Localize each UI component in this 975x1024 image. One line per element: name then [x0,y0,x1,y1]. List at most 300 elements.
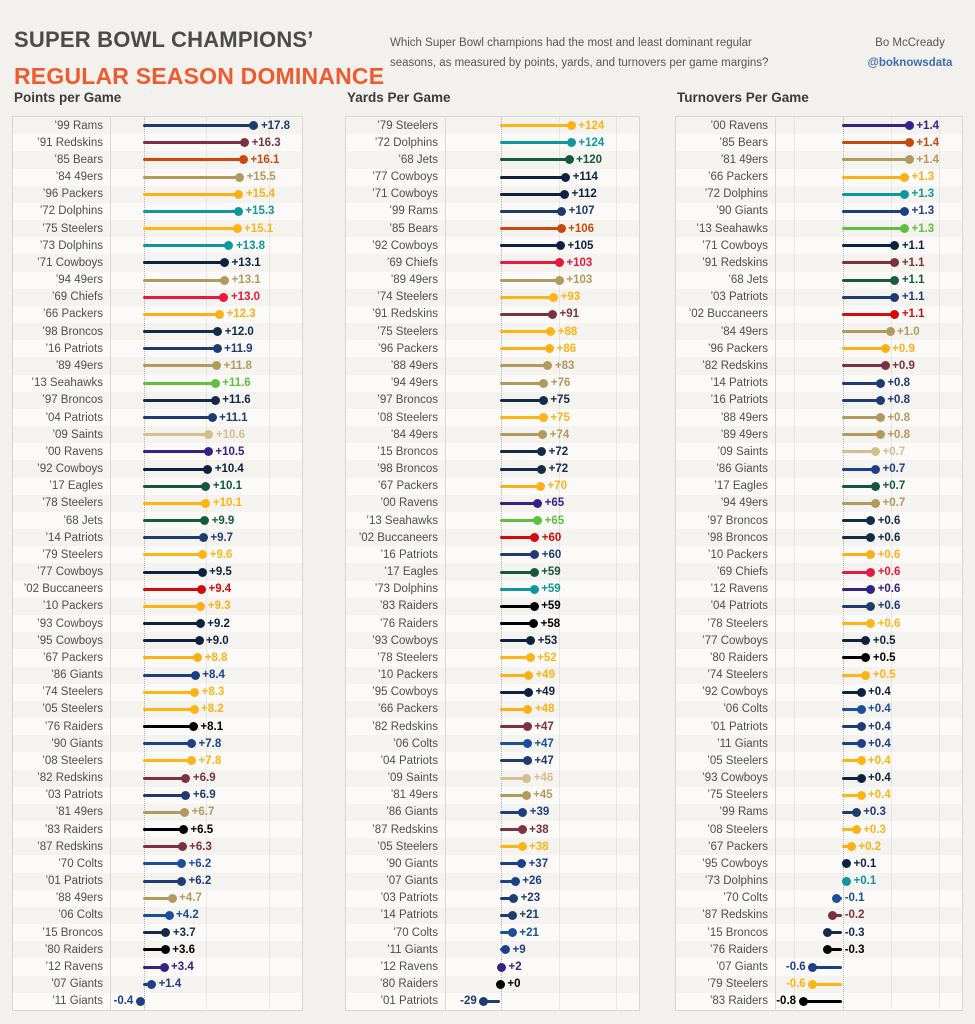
lollipop-dot[interactable] [905,155,914,164]
lollipop-dot[interactable] [905,121,914,130]
lollipop-plot [776,993,962,1010]
lollipop-plot [446,958,639,975]
lollipop-line [500,193,564,196]
lollipop-dot[interactable] [539,379,548,388]
lollipop-dot[interactable] [900,190,909,199]
lollipop-dot[interactable] [187,756,196,765]
lollipop-line [842,399,881,402]
lollipop-dot[interactable] [545,344,554,353]
value-label: +3.7 [172,926,196,939]
chart-row [676,855,962,872]
lollipop-dot[interactable] [567,138,576,147]
value-label: +6.9 [192,789,216,802]
value-label: -0.2 [844,909,865,922]
chart-row [13,804,302,821]
lollipop-dot[interactable] [189,722,198,731]
value-label: +10.5 [215,445,245,458]
lollipop-dot[interactable] [890,310,899,319]
description [390,34,830,73]
lollipop-dot[interactable] [900,224,909,233]
chart-row [346,855,639,872]
lollipop-dot[interactable] [518,842,527,851]
lollipop-line [842,330,890,333]
chart-row [13,649,302,666]
lollipop-dot[interactable] [523,739,532,748]
lollipop-dot[interactable] [211,379,220,388]
lollipop-dot[interactable] [523,705,532,714]
lollipop-dot[interactable] [201,482,210,491]
team-label: ’87 Redskins [676,907,776,924]
lollipop-dot[interactable] [201,499,210,508]
lollipop-dot[interactable] [211,396,220,405]
chart-row [346,409,639,426]
lollipop-dot[interactable] [479,997,488,1006]
lollipop-dot[interactable] [160,963,169,972]
chart-row [676,684,962,701]
lollipop-plot [446,907,639,924]
lollipop-dot[interactable] [539,396,548,405]
lollipop-dot[interactable] [900,207,909,216]
lollipop-dot[interactable] [526,636,535,645]
value-label: +6.7 [191,806,215,819]
lollipop-dot[interactable] [823,945,832,954]
value-label: -0.3 [844,926,865,939]
lollipop-dot[interactable] [847,842,856,851]
lollipop-dot[interactable] [522,791,531,800]
lollipop-dot[interactable] [866,585,875,594]
lollipop-dot[interactable] [529,619,538,628]
value-label: +8.1 [200,720,224,733]
lollipop-plot [776,220,962,237]
lollipop-dot[interactable] [220,276,229,285]
lollipop-dot[interactable] [881,344,890,353]
lollipop-dot[interactable] [197,585,206,594]
rows-layer [346,117,639,1010]
lollipop-dot[interactable] [239,155,248,164]
lollipop-plot [111,392,302,409]
lollipop-dot[interactable] [565,155,574,164]
team-label: ’83 Raiders [346,598,446,615]
lollipop-dot[interactable] [876,396,885,405]
lollipop-dot[interactable] [190,688,199,697]
team-label: ’04 Patriots [346,752,446,769]
lollipop-dot[interactable] [538,430,547,439]
lollipop-dot[interactable] [180,808,189,817]
chart-row [676,787,962,804]
lollipop-dot[interactable] [871,499,880,508]
lollipop-plot [111,701,302,718]
lollipop-dot[interactable] [530,533,539,542]
lollipop-dot[interactable] [881,361,890,370]
value-label: +48 [534,703,555,716]
lollipop-dot[interactable] [533,516,542,525]
chart-row [346,340,639,357]
lollipop-dot[interactable] [530,550,539,559]
lollipop-line [143,880,182,883]
lollipop-dot[interactable] [842,877,851,886]
lollipop-dot[interactable] [861,653,870,662]
lollipop-dot[interactable] [203,465,212,474]
value-label: +0.9 [892,359,915,372]
lollipop-dot[interactable] [890,293,899,302]
lollipop-dot[interactable] [557,224,566,233]
team-label: ’69 Chiefs [13,289,111,306]
lollipop-dot[interactable] [871,447,880,456]
team-label: ’81 49ers [13,804,111,821]
lollipop-dot[interactable] [842,859,851,868]
lollipop-dot[interactable] [852,808,861,817]
lollipop-dot[interactable] [533,499,542,508]
lollipop-line [143,845,182,848]
lollipop-dot[interactable] [196,602,205,611]
lollipop-dot[interactable] [187,739,196,748]
lollipop-dot[interactable] [501,945,510,954]
value-label: +106 [568,222,595,235]
lollipop-dot[interactable] [857,756,866,765]
lollipop-dot[interactable] [178,842,187,851]
lollipop-dot[interactable] [208,413,217,422]
lollipop-dot[interactable] [193,653,202,662]
chart-row [13,460,302,477]
value-label: +26 [522,875,542,888]
chart-row [13,478,302,495]
lollipop-dot[interactable] [224,241,233,250]
chart-row [13,357,302,374]
lollipop-dot[interactable] [871,482,880,491]
lollipop-plot [446,701,639,718]
lollipop-dot[interactable] [177,877,186,886]
chart-row [13,941,302,958]
lollipop-dot[interactable] [536,482,545,491]
lollipop-line [500,468,541,471]
lollipop-dot[interactable] [496,980,505,989]
lollipop-dot[interactable] [509,894,518,903]
team-label: ’12 Ravens [346,958,446,975]
lollipop-dot[interactable] [900,173,909,182]
value-label: +93 [560,291,581,304]
lollipop-dot[interactable] [524,688,533,697]
value-label: +1.1 [901,256,925,269]
lollipop-dot[interactable] [204,447,213,456]
chart-row [13,770,302,787]
lollipop-plot [111,546,302,563]
lollipop-plot [776,409,962,426]
lollipop-dot[interactable] [198,550,207,559]
lollipop-plot [111,237,302,254]
lollipop-dot[interactable] [235,173,244,182]
lollipop-plot [776,272,962,289]
value-label: +8.8 [204,651,228,664]
team-label: ’66 Packers [676,169,776,186]
lollipop-line [500,399,543,402]
chart-row [13,598,302,615]
lollipop-plot [111,667,302,684]
lollipop-dot[interactable] [204,430,213,439]
lollipop-plot [111,649,302,666]
lollipop-dot[interactable] [808,980,817,989]
lollipop-dot[interactable] [161,928,170,937]
lollipop-dot[interactable] [876,430,885,439]
chart-row [346,254,639,271]
lollipop-dot[interactable] [179,825,188,834]
lollipop-dot[interactable] [832,894,841,903]
lollipop-dot[interactable] [198,568,207,577]
lollipop-plot [776,169,962,186]
lollipop-dot[interactable] [828,911,837,920]
lollipop-dot[interactable] [220,258,229,267]
lollipop-dot[interactable] [165,911,174,920]
lollipop-dot[interactable] [161,945,170,954]
chart-row [676,151,962,168]
chart-row [346,357,639,374]
lollipop-dot[interactable] [871,465,880,474]
chart-row [13,254,302,271]
lollipop-dot[interactable] [213,344,222,353]
lollipop-dot[interactable] [524,671,533,680]
lollipop-dot[interactable] [857,688,866,697]
lollipop-dot[interactable] [852,825,861,834]
lollipop-plot [776,392,962,409]
value-label: +0.7 [882,480,906,493]
lollipop-dot[interactable] [517,859,526,868]
team-label: ’72 Dolphins [676,186,776,203]
lollipop-dot[interactable] [539,413,548,422]
lollipop-line [842,141,910,144]
lollipop-dot[interactable] [497,963,506,972]
lollipop-plot [111,186,302,203]
credit-block [853,34,967,73]
value-label: +0.1 [853,857,877,870]
lollipop-dot[interactable] [215,310,224,319]
team-label: ’98 Broncos [676,529,776,546]
lollipop-plot [776,478,962,495]
lollipop-dot[interactable] [555,276,564,285]
value-label: +39 [529,806,550,819]
lollipop-dot[interactable] [555,258,564,267]
lollipop-dot[interactable] [866,568,875,577]
value-label: +72 [548,463,569,476]
lollipop-dot[interactable] [857,774,866,783]
team-label: ’02 Buccaneers [13,581,111,598]
lollipop-dot[interactable] [249,121,258,130]
value-label: +9.3 [207,600,231,613]
lollipop-dot[interactable] [543,361,552,370]
team-label: ’97 Broncos [13,392,111,409]
value-label: +91 [559,308,580,321]
lollipop-dot[interactable] [177,859,186,868]
value-label: +65 [544,514,565,527]
lollipop-dot[interactable] [861,636,870,645]
lollipop-plot [111,924,302,941]
chart-row [346,684,639,701]
lollipop-dot[interactable] [546,327,555,336]
lollipop-dot[interactable] [537,465,546,474]
lollipop-dot[interactable] [567,121,576,130]
lollipop-dot[interactable] [857,722,866,731]
lollipop-dot[interactable] [530,568,539,577]
lollipop-plot [111,615,302,632]
team-label: ’03 Patriots [346,890,446,907]
lollipop-dot[interactable] [876,413,885,422]
lollipop-dot[interactable] [168,894,177,903]
lollipop-dot[interactable] [866,516,875,525]
chart-row [676,752,962,769]
value-label: +9 [512,943,526,956]
lollipop-plot [446,323,639,340]
chart-row [13,495,302,512]
lollipop-dot[interactable] [212,361,221,370]
lollipop-dot[interactable] [234,207,243,216]
team-label: ’75 Steelers [13,220,111,237]
lollipop-dot[interactable] [200,516,209,525]
team-label: ’12 Ravens [13,958,111,975]
lollipop-dot[interactable] [518,825,527,834]
lollipop-dot[interactable] [530,602,539,611]
team-label: ’09 Saints [13,426,111,443]
value-label: +86 [556,342,577,355]
lollipop-dot[interactable] [866,533,875,542]
lollipop-dot[interactable] [890,241,899,250]
chart-row [13,512,302,529]
lollipop-dot[interactable] [508,911,517,920]
value-label: +1.4 [158,978,182,991]
lollipop-dot[interactable] [866,550,875,559]
lollipop-dot[interactable] [523,722,532,731]
lollipop-dot[interactable] [905,138,914,147]
value-label: +88 [557,325,578,338]
lollipop-dot[interactable] [799,997,808,1006]
chart-row [13,443,302,460]
lollipop-dot[interactable] [549,293,558,302]
lollipop-dot[interactable] [886,327,895,336]
lollipop-line [143,777,186,780]
chart-row [676,529,962,546]
chart-row [346,323,639,340]
lollipop-line [143,691,195,694]
chart-row [676,890,962,907]
chart-row [13,787,302,804]
lollipop-dot[interactable] [548,310,557,319]
lollipop-dot[interactable] [537,447,546,456]
lollipop-dot[interactable] [808,963,817,972]
lollipop-dot[interactable] [890,276,899,285]
lollipop-dot[interactable] [191,671,200,680]
chart-row [13,873,302,890]
lollipop-dot[interactable] [866,619,875,628]
value-label: +15.1 [244,222,274,235]
lollipop-dot[interactable] [557,207,566,216]
lollipop-line [143,296,224,299]
lollipop-dot[interactable] [518,808,527,817]
lollipop-dot[interactable] [522,774,531,783]
team-label: ’81 49ers [676,151,776,168]
lollipop-dot[interactable] [219,293,228,302]
lollipop-dot[interactable] [196,619,205,628]
team-label: ’68 Jets [13,512,111,529]
chart-row [676,615,962,632]
lollipop-dot[interactable] [199,533,208,542]
value-label: +4.7 [179,892,202,905]
chart-row [346,272,639,289]
lollipop-dot[interactable] [233,224,242,233]
value-label: +12.0 [224,325,254,338]
lollipop-dot[interactable] [857,739,866,748]
lollipop-dot[interactable] [136,997,145,1006]
lollipop-plot [446,409,639,426]
chart-row [676,804,962,821]
lollipop-dot[interactable] [530,585,539,594]
lollipop-line [500,502,537,505]
value-label: +105 [567,239,594,252]
lollipop-dot[interactable] [181,774,190,783]
lollipop-dot[interactable] [526,653,535,662]
lollipop-plot [111,838,302,855]
value-label: -0.6 [785,961,806,973]
lollipop-dot[interactable] [866,602,875,611]
lollipop-dot[interactable] [823,928,832,937]
lollipop-dot[interactable] [523,756,532,765]
lollipop-dot[interactable] [147,980,156,989]
lollipop-dot[interactable] [195,636,204,645]
value-label: +0.4 [868,754,891,767]
lollipop-dot[interactable] [508,928,517,937]
team-label: ’99 Rams [676,804,776,821]
lollipop-dot[interactable] [234,190,243,199]
lollipop-plot [446,289,639,306]
lollipop-line [842,227,905,230]
team-label: ’75 Steelers [346,323,446,340]
lollipop-dot[interactable] [857,705,866,714]
team-label: ’76 Raiders [346,615,446,632]
lollipop-dot[interactable] [190,705,199,714]
team-label: ’96 Packers [346,340,446,357]
lollipop-dot[interactable] [181,791,190,800]
team-label: ’05 Steelers [346,838,446,855]
lollipop-dot[interactable] [240,138,249,147]
lollipop-dot[interactable] [556,241,565,250]
lollipop-dot[interactable] [561,173,570,182]
lollipop-plot [776,117,962,134]
team-label: ’94 49ers [346,375,446,392]
lollipop-dot[interactable] [890,258,899,267]
lollipop-line [143,536,204,539]
value-label: +0.6 [877,548,901,561]
lollipop-line [143,210,239,213]
author-handle-link[interactable]: @boknowsdata [867,56,953,69]
lollipop-dot[interactable] [861,671,870,680]
team-label: ’85 Bears [13,151,111,168]
team-label: ’06 Colts [346,735,446,752]
lollipop-plot [446,495,639,512]
lollipop-dot[interactable] [511,877,520,886]
lollipop-dot[interactable] [560,190,569,199]
team-label: ’68 Jets [676,272,776,289]
lollipop-plot [446,649,639,666]
lollipop-dot[interactable] [876,379,885,388]
lollipop-plot [111,443,302,460]
lollipop-line [500,347,549,350]
lollipop-dot[interactable] [857,791,866,800]
chart-row [346,598,639,615]
team-label: ’16 Patriots [676,392,776,409]
value-label: +9.0 [206,634,229,647]
value-label: +0.4 [868,703,891,716]
chart-row [346,186,639,203]
lollipop-dot[interactable] [213,327,222,336]
value-label: +1.3 [911,188,935,201]
value-label: +23 [520,892,541,905]
value-label: +21 [519,926,539,939]
